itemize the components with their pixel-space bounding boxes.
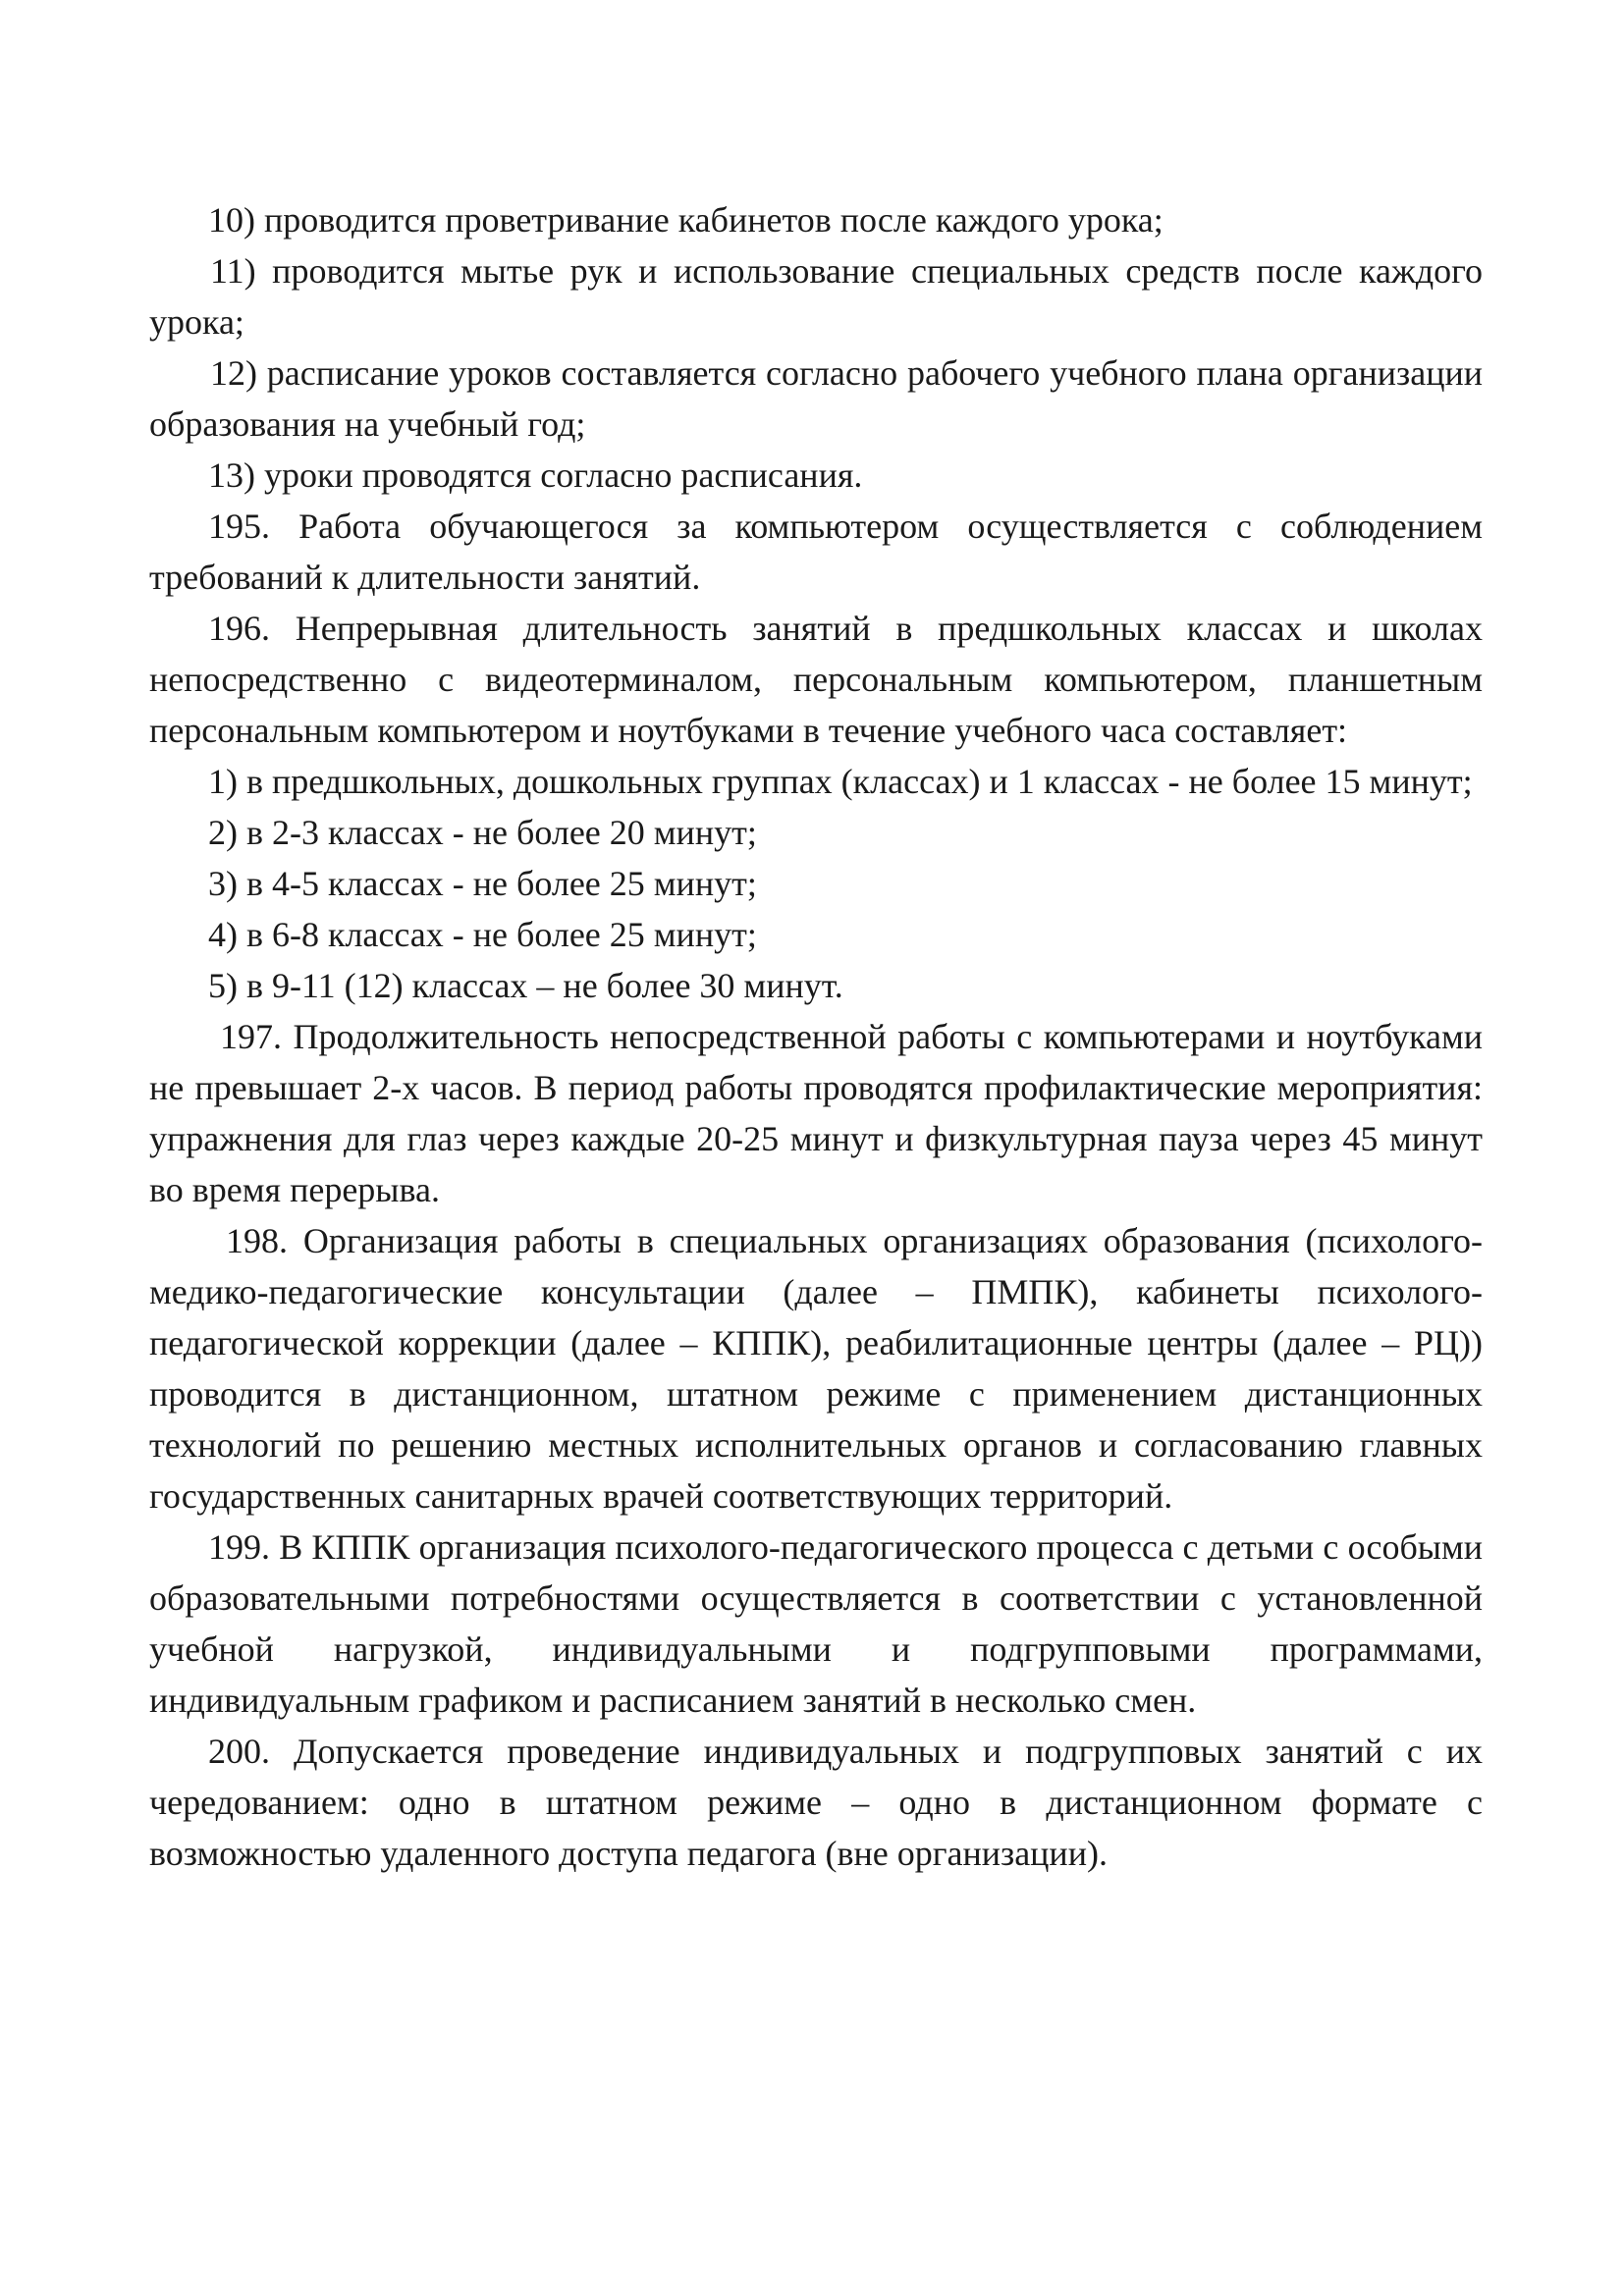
list-item-4: 4) в 6-8 классах - не более 25 минут;	[208, 915, 757, 954]
paragraph-196: 196. Непрерывная длительность занятий в предшкольных классах и школах непосредственно с видеотерминалом, персональным компьютером, планшетным персональным компьютером и ноутбуками в течение учебного часа составляет:	[149, 609, 1483, 750]
paragraph-199: 199. В КППК организация психолого-педагогического процесса с детьми с особыми образовательными потребностями осуществляется в соответствии с установленной учебной нагрузкой, индивидуальными и подгрупповыми программами, индивидуальным графиком и расписанием занятий в несколько смен.	[149, 1527, 1483, 1720]
list-item-12: 12) расписание уроков составляется согласно рабочего учебного плана организации образования на учебный год;	[149, 353, 1483, 444]
list-item-5: 5) в 9-11 (12) классах – не более 30 минут.	[208, 966, 843, 1005]
paragraph-198: 198. Организация работы в специальных организациях образования (психолого-медико-педагогические консультации (далее – ПМПК), кабинеты психолого-педагогической коррекции (далее – КППК), реабилитационные центры (далее – РЦ)) проводится в дистанционном, штатном режиме с применением дистанционных технологий по решению местных исполнительных органов и согласованию главных государственных санитарных врачей соответствующих территорий.	[149, 1221, 1483, 1516]
list-item-11: 11) проводится мытье рук и использование специальных средств после каждого урока;	[149, 251, 1483, 342]
list-item-13: 13) уроки проводятся согласно расписания.	[208, 455, 863, 495]
list-item-10: 10) проводится проветривание кабинетов после каждого урока;	[208, 200, 1164, 240]
document-body	[149, 194, 1483, 1879]
paragraph-200: 200. Допускается проведение индивидуальных и подгрупповых занятий с их чередованием: одно в штатном режиме – одно в дистанционном формате с возможностью удаленного доступа педагога (вне организации).	[149, 1732, 1483, 1873]
paragraph-197: 197. Продолжительность непосредственной работы с компьютерами и ноутбуками не превышает 2-х часов. В период работы проводятся профилактические мероприятия: упражнения для глаз через каждые 20-25 минут и физкультурная пауза через 45 минут во время перерыва.	[149, 1017, 1483, 1209]
paragraph-195: 195. Работа обучающегося за компьютером осуществляется с соблюдением требований к длительности занятий.	[149, 507, 1483, 597]
list-item-2: 2) в 2-3 классах - не более 20 минут;	[208, 813, 757, 852]
list-item-3: 3) в 4-5 классах - не более 25 минут;	[208, 864, 757, 903]
list-item-1: 1) в предшкольных, дошкольных группах (классах) и 1 классах - не более 15 минут;	[208, 762, 1473, 801]
